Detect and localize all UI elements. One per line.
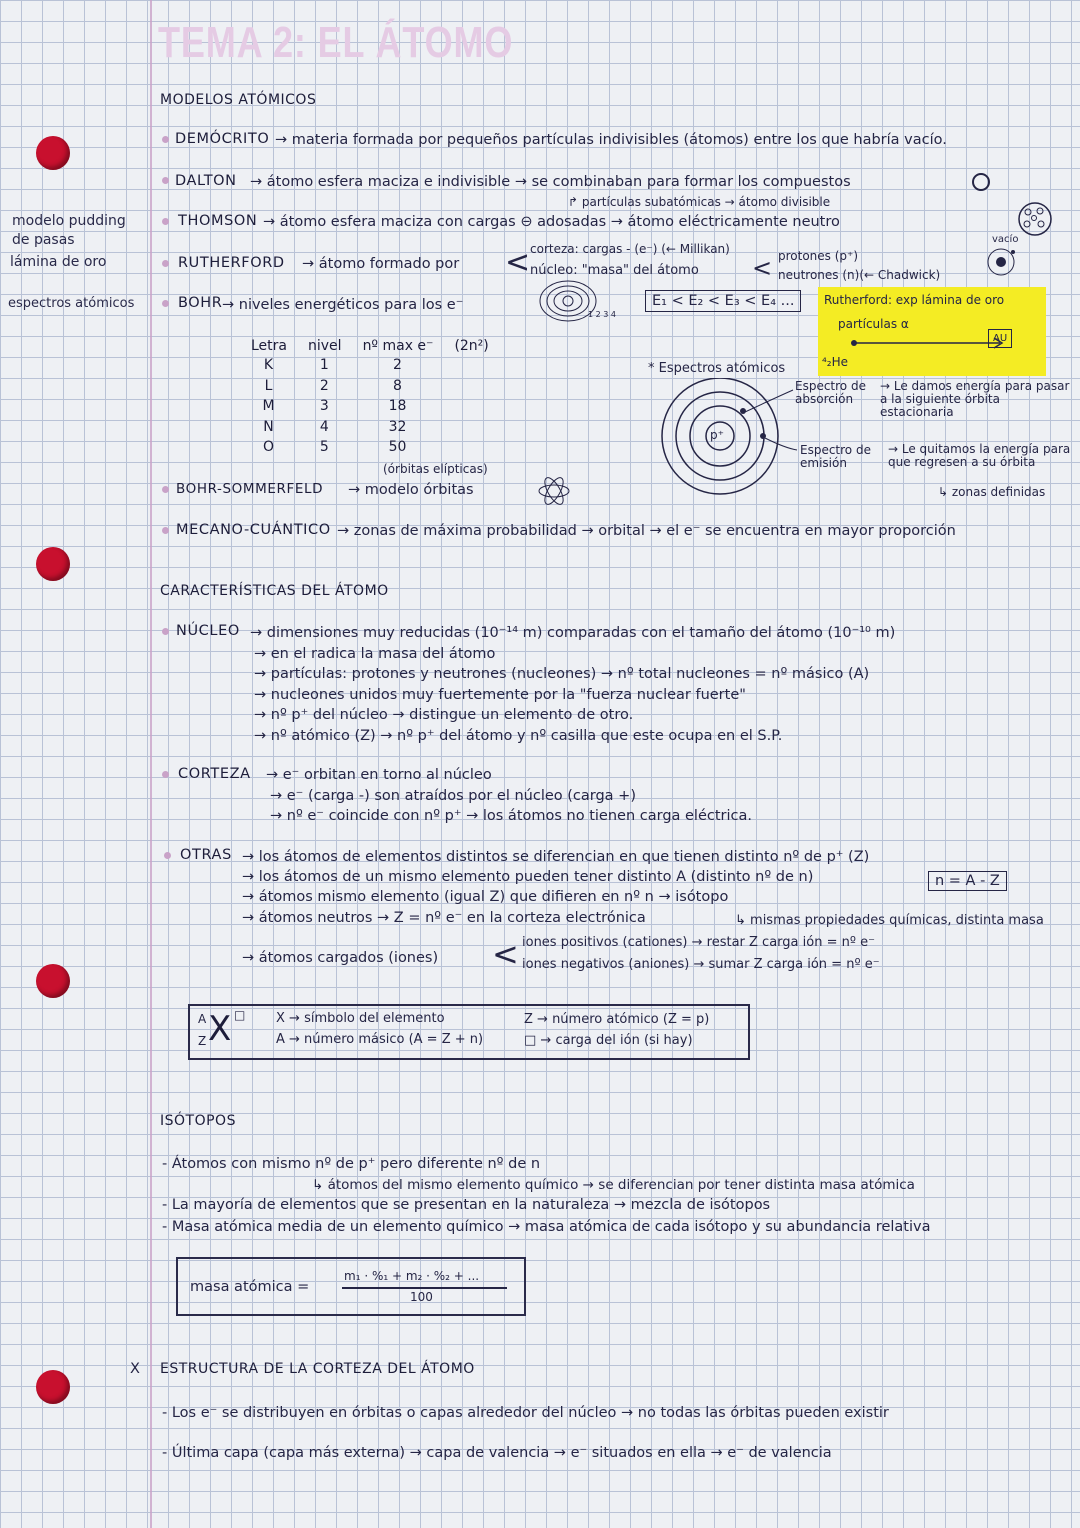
rutherford-box-title: Rutherford: exp lámina de oro	[824, 293, 1005, 307]
brace: <	[505, 245, 531, 280]
bullet	[162, 486, 169, 493]
spectra-atom-diagram	[655, 378, 805, 498]
nucleus-line: → nº p⁺ del núcleo → distingue un elemento de otro.	[254, 707, 634, 723]
isotope-line: - Masa atómica media de un elemento químico → masa atómica de cada isótopo y su abundancia relativa	[162, 1219, 931, 1235]
alpha-particles-label: partículas α	[838, 317, 909, 331]
other-line: → los átomos de elementos distintos se diferencian en que tienen distinto nº de p⁺ (Z)	[242, 849, 870, 865]
table-cell: 3	[319, 398, 329, 414]
table-header: (2n²)	[454, 338, 489, 354]
cations-line: iones positivos (cationes) → restar Z carga ión = nº e⁻	[522, 935, 875, 950]
absorption-label: Espectro de absorción	[795, 379, 866, 406]
formula-denominator: 100	[410, 1290, 433, 1304]
emission-label: Espectro de emisión	[800, 443, 871, 470]
margin-line	[150, 0, 152, 1528]
table-cell: 8	[393, 377, 402, 394]
cortex-line: → e⁻ orbitan en torno al núcleo	[266, 767, 492, 783]
brace: <	[492, 935, 519, 973]
side-note: modelo pudding de pasas	[12, 213, 126, 248]
nucleo-part: núcleo: "masa" del átomo	[530, 263, 699, 278]
model-text: → átomo formado por	[302, 256, 460, 272]
rutherford-experiment-box	[818, 287, 1046, 376]
table-cell: 32	[388, 418, 407, 435]
side-note: lámina de oro	[10, 254, 107, 270]
spectra-label: * Espectros atómicos	[648, 361, 786, 376]
bullet	[162, 260, 169, 267]
fraction-line	[342, 1287, 507, 1289]
energy-levels-box: E₁ < E₂ < E₃ < E₄ ...	[645, 290, 801, 312]
plum-pudding-icon	[1016, 200, 1054, 238]
protones-label: protones (p⁺)	[778, 249, 859, 263]
nucleus-line: → nº atómico (Z) → nº p⁺ del átomo y nº casilla que este ocupa en el S.P.	[254, 728, 783, 744]
model-text: → modelo órbitas	[348, 482, 474, 498]
table-cell: 1	[319, 357, 329, 373]
table-row	[250, 417, 509, 438]
other-key: OTRAS	[180, 847, 232, 863]
model-text: → átomo esfera maciza e indivisible → se combinaban para formar los compuestos	[250, 174, 851, 190]
bullet	[162, 218, 169, 225]
side-note: espectros atómicos	[8, 296, 135, 311]
atomic-number-symbol: Z	[198, 1034, 207, 1048]
cortex-key: CORTEZA	[178, 766, 251, 782]
notation-desc: Z → número atómico (Z = p)	[524, 1012, 710, 1027]
table-row	[250, 396, 509, 417]
model-key: BOHR-SOMMERFELD	[176, 481, 324, 497]
section-heading: MODELOS ATÓMICOS	[160, 92, 317, 108]
table-cell: L	[264, 377, 273, 394]
notation-desc: X → símbolo del elemento	[276, 1011, 445, 1026]
emission-desc: → Le quitamos la energía para que regresen a su órbita	[888, 442, 1071, 469]
helium-label: ⁴₂He	[822, 355, 849, 369]
nucleus-line: → en el radica la masa del átomo	[254, 646, 496, 662]
cortex-line: → nº e⁻ coincide con nº p⁺ → los átomos no tienen carga eléctrica.	[270, 808, 752, 824]
table-row	[250, 437, 509, 458]
gold-foil-box: AU	[988, 329, 1012, 348]
bullet	[162, 527, 169, 534]
ions-line: → átomos cargados (iones)	[242, 950, 439, 966]
atomic-mass-formula-box	[176, 1257, 526, 1316]
rutherford-atom-icon	[985, 244, 1021, 278]
table-cell: 2	[319, 377, 329, 394]
model-key: DEMÓCRITO	[175, 131, 270, 147]
model-text: → niveles energéticos para los e⁻	[222, 297, 464, 313]
neutrones-label: neutrones (n)(← Chadwick)	[778, 268, 941, 282]
anions-line: iones negativos (aniones) → sumar Z carga ión = nº e⁻	[522, 957, 880, 972]
model-text: → átomo esfera maciza con cargas ⊖ adosadas → átomo eléctricamente neutro	[263, 214, 840, 230]
absorption-desc: → Le damos energía para pasar a la siguiente órbita estacionaria	[880, 379, 1070, 419]
other-line: → átomos neutros → Z = nº e⁻ en la corteza electrónica	[242, 910, 646, 926]
mass-number-symbol: A	[198, 1012, 207, 1026]
structure-line: - Los e⁻ se distribuyen en órbitas o capas alrededor del núcleo → no todas las órbitas pueden existir	[162, 1405, 889, 1421]
structure-line: - Última capa (capa más externa) → capa de valencia → e⁻ situados en ella → e⁻ de valencia	[162, 1445, 832, 1461]
table-cell: 2	[393, 357, 402, 373]
model-text: → materia formada por pequeños partículas indivisibles (átomos) entre los que habría vacío.	[275, 132, 947, 148]
bullet	[162, 628, 169, 635]
notation-box	[188, 1004, 750, 1060]
proton-label: p⁺	[710, 428, 724, 442]
model-text: → zonas de máxima probabilidad → orbital → el e⁻ se encuentra en mayor proporción	[337, 523, 956, 539]
cortex-line: → e⁻ (carga -) son atraídos por el núcleo (carga +)	[270, 788, 636, 804]
charge-symbol: □	[234, 1008, 246, 1022]
section-heading: CARACTERÍSTICAS DEL ÁTOMO	[160, 583, 389, 599]
notation-desc: A → número másico (A = Z + n)	[276, 1032, 484, 1047]
isotope-line: - La mayoría de elementos que se presentan en la naturaleza → mezcla de isótopos	[162, 1197, 771, 1213]
nucleus-line: → partículas: protones y neutrones (nucleones) → nº total nucleones = nº másico (A)	[254, 666, 870, 682]
nucleus-line: → dimensiones muy reducidas (10⁻¹⁴ m) comparadas con el tamaño del átomo (10⁻¹⁰ m)	[250, 625, 896, 641]
bullet	[162, 771, 169, 778]
bohr-orbits-icon	[538, 279, 608, 329]
table-header: nivel	[308, 338, 342, 354]
model-key: RUTHERFORD	[178, 255, 285, 271]
isotope-line: - Átomos con mismo nº de p⁺ pero diferente nº de n	[162, 1156, 541, 1172]
table-cell: 50	[388, 439, 407, 455]
table-cell: 18	[388, 398, 407, 414]
table-cell: N	[263, 418, 274, 435]
table-cell: 5	[319, 439, 329, 455]
defined-zones: ↳ zonas definidas	[938, 485, 1046, 499]
isotope-note: ↳ mismas propiedades químicas, distinta masa	[735, 913, 1044, 928]
notation-desc: □ → carga del ión (si hay)	[524, 1033, 693, 1048]
orbit-numbers: 1 2 3 4	[588, 310, 616, 319]
bullet	[164, 852, 171, 859]
model-key: DALTON	[175, 173, 237, 189]
formula-numerator: m₁ · %₁ + m₂ · %₂ + ...	[344, 1269, 480, 1283]
section-heading: ISÓTOPOS	[160, 1113, 236, 1129]
page-title: TEMA 2: EL ÁTOMO	[158, 18, 514, 67]
other-line: → los átomos de un mismo elemento pueden tener distinto A (distinto nº de n)	[242, 869, 814, 885]
bohr-levels-table	[250, 337, 509, 458]
section-heading: ESTRUCTURA DE LA CORTEZA DEL ÁTOMO	[160, 1361, 475, 1377]
table-header: nº max e⁻	[362, 338, 434, 354]
bullet	[162, 177, 169, 184]
binder-hole	[36, 136, 70, 170]
elliptic-orbits-note: (órbitas elípticas)	[383, 462, 488, 476]
bullet	[162, 300, 169, 307]
table-cell: O	[262, 439, 275, 455]
table-row	[250, 355, 509, 376]
nucleus-line: → nucleones unidos muy fuertemente por la "fuerza nuclear fuerte"	[254, 687, 746, 703]
corteza-part: corteza: cargas - (e⁻) (← Millikan)	[530, 242, 730, 256]
binder-hole	[36, 547, 70, 581]
table-row	[250, 376, 509, 397]
model-key: BOHR	[178, 295, 223, 311]
formula-label: masa atómica =	[190, 1279, 310, 1295]
table-header: Letra	[251, 338, 287, 354]
model-key: MECANO-CUÁNTICO	[176, 522, 331, 538]
element-symbol: X	[208, 1009, 232, 1049]
vacio-label: vacío	[992, 234, 1019, 245]
bullet	[162, 136, 169, 143]
brace: <	[752, 254, 773, 282]
model-note: ↱ partículas subatómicas → átomo divisible	[568, 195, 831, 209]
isotope-line: ↳ átomos del mismo elemento químico → se diferencian por tener distinta masa atómica	[312, 1177, 915, 1193]
table-cell: 4	[319, 418, 329, 435]
orbital-model-icon	[538, 474, 570, 508]
model-key: THOMSON	[178, 213, 258, 229]
neutron-formula: n = A - Z	[928, 871, 1007, 891]
other-line: → átomos mismo elemento (igual Z) que difieren en nº n → isótopo	[242, 889, 729, 905]
nucleus-key: NÚCLEO	[176, 623, 240, 639]
dalton-sphere-icon	[972, 173, 990, 191]
binder-hole	[36, 964, 70, 998]
table-cell: K	[263, 357, 274, 373]
table-cell: M	[262, 398, 275, 414]
binder-hole	[36, 1370, 70, 1404]
todo-mark: X	[130, 1361, 140, 1377]
